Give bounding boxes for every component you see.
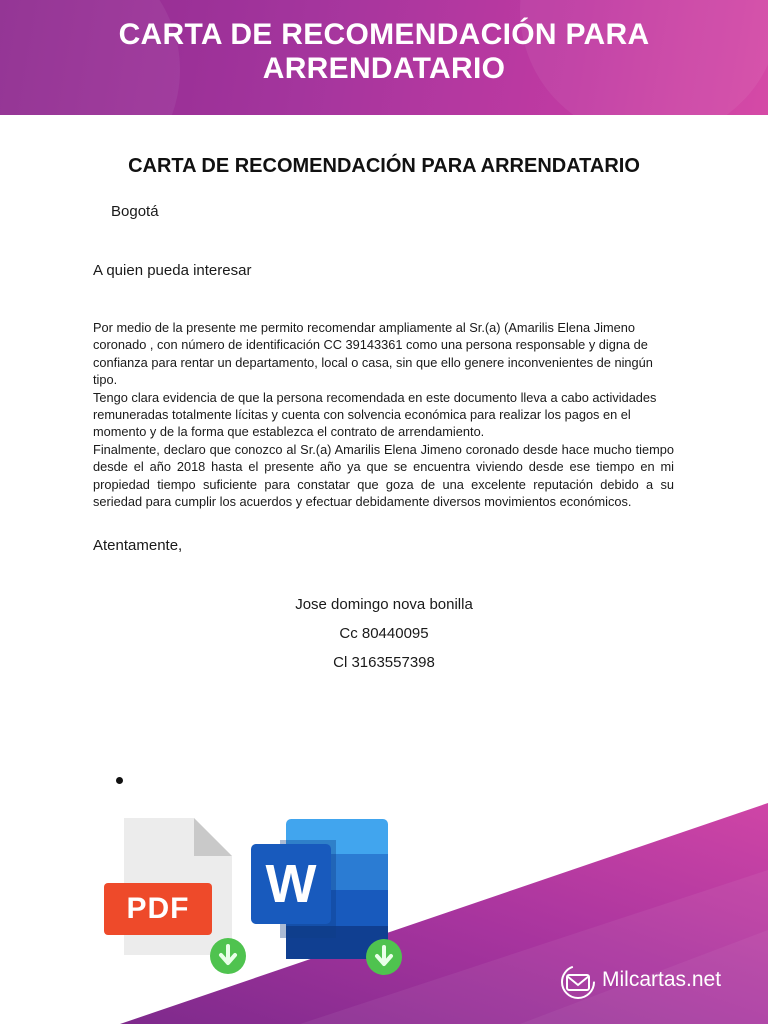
pdf-download-button[interactable] bbox=[102, 815, 252, 985]
letter-greeting: A quien pueda interesar bbox=[93, 262, 252, 279]
signature-cl: Cl 3163557398 bbox=[333, 654, 435, 671]
pdf-label: PDF bbox=[126, 892, 190, 925]
download-arrow-icon bbox=[209, 937, 247, 975]
header-title: CARTA DE RECOMENDACIÓN PARA ARRENDATARIO bbox=[118, 18, 650, 85]
signature-name: Jose domingo nova bonilla bbox=[295, 596, 473, 613]
brand-name: Milcartas.net bbox=[602, 968, 722, 991]
word-label: W bbox=[265, 854, 317, 914]
header-banner bbox=[0, 0, 768, 115]
letter-paragraph: Finalmente, declaro que conozco al Sr.(a) Amarilis Elena Jimeno coronado desde hace mucho tiempo desde el año 2018 hasta el presente año ya que se encuentra viviendo desde ese tiempo en mi propiedad tiempo suficiente para constatar que goza de una excelente reputación debido a su seriedad para cumplir los acuerdos y efectuar debidamente diversos movimientos económicos. bbox=[93, 441, 674, 510]
letter-paragraph: Por medio de la presente me permito recomendar ampliamente al Sr.(a) (Amarilis Elena Jimeno coronado , con número de identificación CC 39143361 como una persona responsable y digna de confianza para rentar un departamento, local o casa, sin que ello genere inconvenientes de ningún tipo. bbox=[93, 320, 653, 388]
letter-body bbox=[93, 319, 674, 510]
letter-closing: Atentamente, bbox=[93, 537, 183, 554]
letter-city: Bogotá bbox=[111, 203, 159, 220]
word-download-button[interactable] bbox=[250, 818, 410, 983]
document-title: CARTA DE RECOMENDACIÓN PARA ARRENDATARIO bbox=[128, 155, 640, 177]
envelope-icon bbox=[558, 960, 598, 1000]
letter-paragraph: Tengo clara evidencia de que la persona recomendada en este documento lleva a cabo actividades remuneradas totalmente lícitas y cuenta con solvencia económica para realizar los pagos en el momento y de la forma que establezca el contrato de arrendamiento. bbox=[93, 389, 657, 440]
brand-logo[interactable] bbox=[558, 960, 721, 1000]
signature-cc: Cc 80440095 bbox=[339, 625, 429, 642]
download-arrow-icon bbox=[365, 938, 403, 976]
